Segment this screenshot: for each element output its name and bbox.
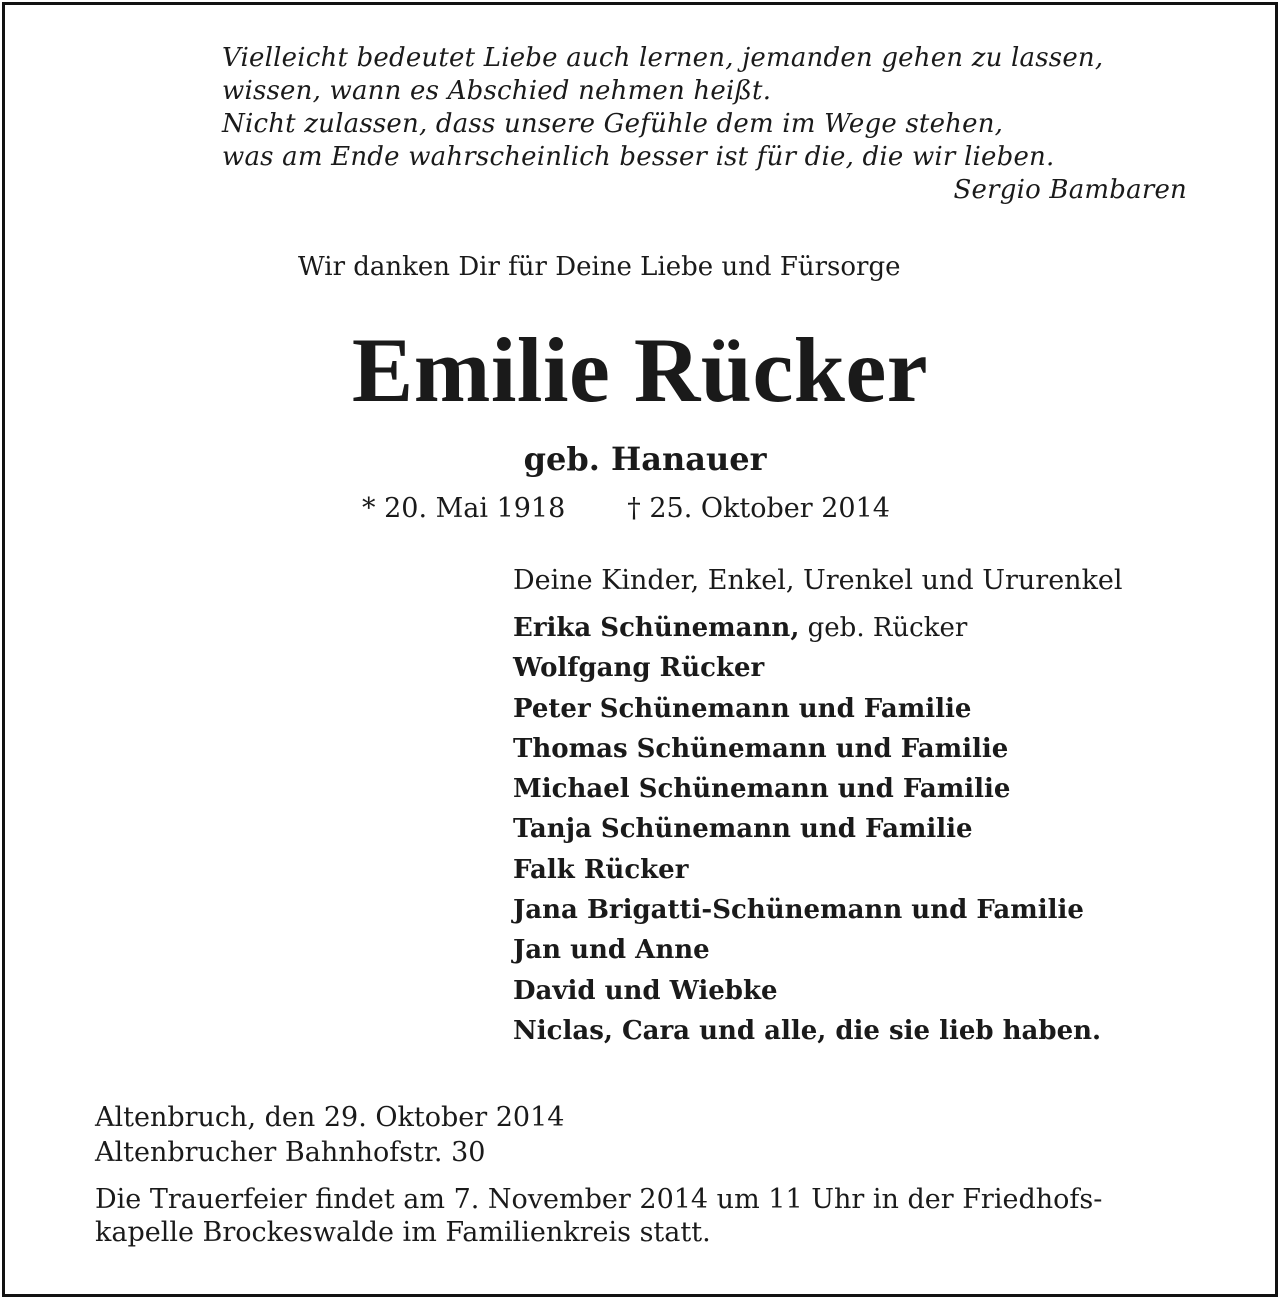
poem-line: wissen, wann es Abschied nehmen heißt. xyxy=(222,76,772,106)
member-name: Niclas, Cara und alle, die sie lieb haben. xyxy=(513,1015,1102,1046)
address: Altenbrucher Bahnhofstr. 30 xyxy=(95,1137,486,1168)
maiden-name: geb. Hanauer xyxy=(523,440,767,478)
life-dates xyxy=(362,493,890,524)
member-suffix: geb. Rücker xyxy=(799,613,968,643)
family-member xyxy=(513,689,1123,729)
poem-author: Sergio Bambaren xyxy=(953,175,1187,205)
member-name: Michael Schünemann und Familie xyxy=(513,774,1011,805)
family-member xyxy=(513,769,1123,809)
death-date: † 25. Oktober 2014 xyxy=(627,493,890,524)
birth-date: * 20. Mai 1918 xyxy=(362,493,566,524)
family-member xyxy=(513,890,1123,930)
thanks-line: Wir danken Dir für Deine Liebe und Fürsorge xyxy=(298,252,901,282)
member-name: David und Wiebke xyxy=(513,975,778,1006)
member-name: Jan und Anne xyxy=(513,935,710,966)
family-member xyxy=(513,809,1123,849)
deceased-name: Emilie Rücker xyxy=(351,319,929,421)
place-and-address xyxy=(95,1100,564,1170)
member-name: Erika Schünemann, xyxy=(513,613,800,643)
family-member xyxy=(513,1011,1123,1051)
family-member xyxy=(513,930,1123,970)
funeral-line: Die Trauerfeier findet am 7. November 2014 um 11 Uhr in der Friedhofs- xyxy=(95,1184,1103,1215)
family-member xyxy=(513,971,1123,1011)
family-member xyxy=(513,729,1123,769)
member-name: Thomas Schünemann und Familie xyxy=(513,733,1009,764)
family-list xyxy=(513,565,1123,1051)
member-name: Wolfgang Rücker xyxy=(513,653,765,684)
funeral-notice xyxy=(95,1183,1190,1249)
member-name: Jana Brigatti-Schünemann und Familie xyxy=(513,895,1084,926)
place-date: Altenbruch, den 29. Oktober 2014 xyxy=(95,1102,565,1133)
family-member xyxy=(513,648,1123,688)
family-member xyxy=(513,850,1123,890)
member-name: Tanja Schünemann und Familie xyxy=(513,814,973,845)
funeral-line: kapelle Brockeswalde im Familienkreis statt. xyxy=(95,1217,711,1248)
member-name: Falk Rücker xyxy=(513,854,689,885)
poem-line: Vielleicht bedeutet Liebe auch lernen, jemanden gehen zu lassen, xyxy=(222,43,1104,73)
family-intro: Deine Kinder, Enkel, Urenkel und Ururenkel xyxy=(513,565,1123,596)
family-member xyxy=(513,608,1123,648)
member-name: Peter Schünemann und Familie xyxy=(513,693,972,724)
poem-quote xyxy=(222,42,1187,207)
poem-line: was am Ende wahrscheinlich besser ist für die, die wir lieben. xyxy=(222,142,1055,172)
poem-line: Nicht zulassen, dass unsere Gefühle dem im Wege stehen, xyxy=(222,109,1004,139)
